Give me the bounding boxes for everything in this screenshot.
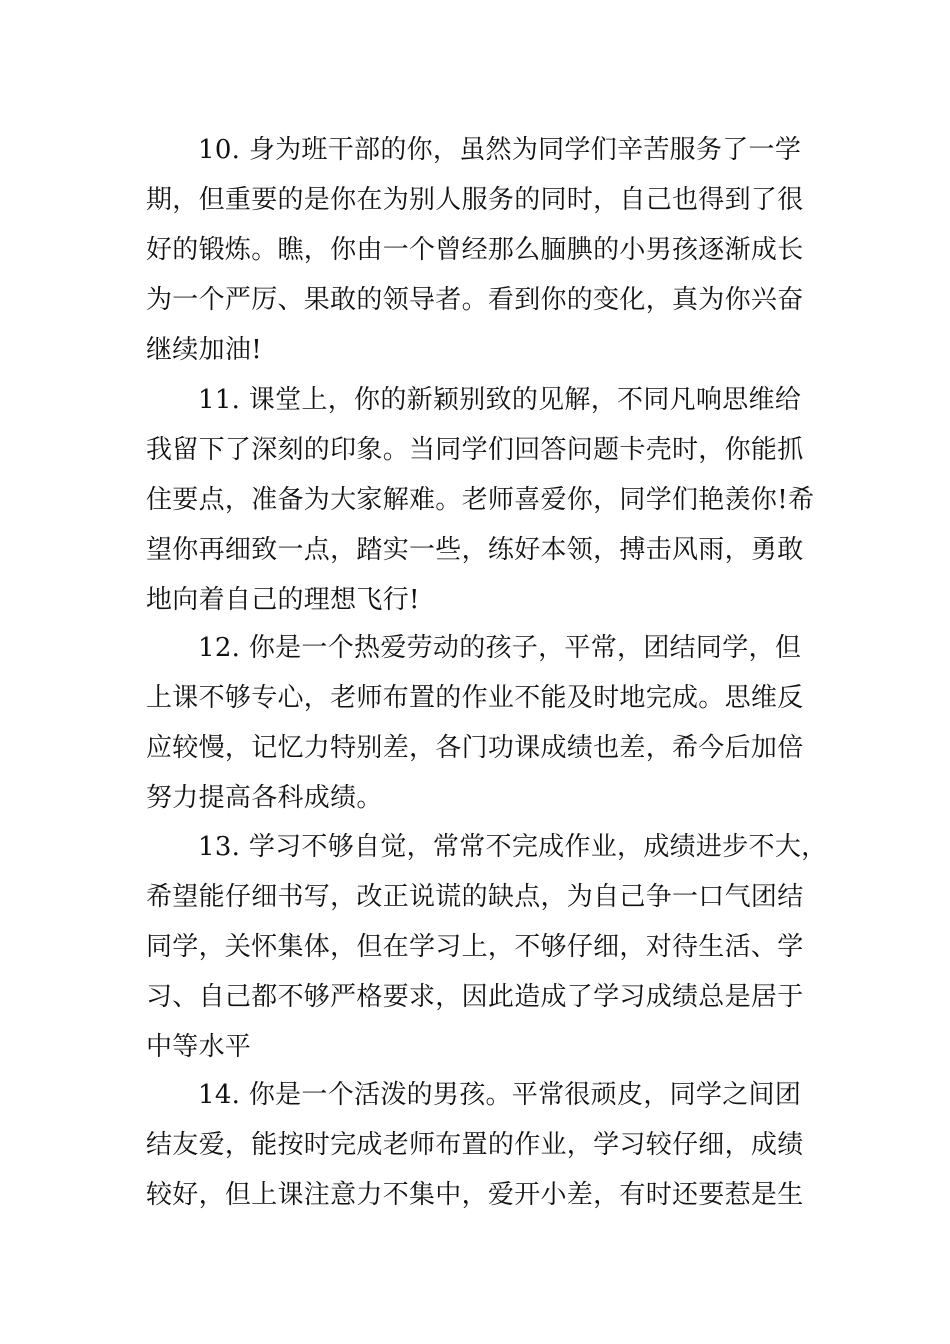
- text-line: 上课不够专心，老师布置的作业不能及时地完成。思维反: [146, 683, 804, 713]
- text-line: 我留下了深刻的印象。当同学们回答问题卡壳时，你能抓: [146, 435, 804, 465]
- text-line: 14. 你是一个活泼的男孩。平常很顽皮，同学之间团: [198, 1080, 802, 1110]
- text-line: 12. 你是一个热爱劳动的孩子，平常，团结同学，但: [198, 633, 802, 663]
- text-line: 好的锻炼。瞧，你由一个曾经那么腼腆的小男孩逐渐成长: [146, 235, 804, 265]
- text-line: 为一个严厉、果敢的领导者。看到你的变化，真为你兴奋: [146, 285, 804, 315]
- text-line: 地向着自己的理想飞行!: [146, 585, 420, 615]
- text-line: 中等水平: [146, 1032, 252, 1062]
- text-line: 望你再细致一点，踏实一些，练好本领，搏击风雨，勇敢: [146, 535, 804, 565]
- text-line: 应较慢，记忆力特别差，各门功课成绩也差，希今后加倍: [146, 733, 804, 763]
- text-line: 期，但重要的是你在为别人服务的同时，自己也得到了很: [146, 185, 804, 215]
- text-line: 努力提高各科成绩。: [146, 783, 383, 813]
- text-line: 住要点，准备为大家解难。老师喜爱你，同学们艳羡你!希: [146, 485, 815, 515]
- text-line: 继续加油!: [146, 335, 262, 365]
- text-line: 较好，但上课注意力不集中，爱开小差，有时还要惹是生: [146, 1180, 804, 1210]
- text-line: 11. 课堂上，你的新颖别致的见解，不同凡响思维给: [198, 385, 802, 415]
- text-line: 习、自己都不够严格要求，因此造成了学习成绩总是居于: [146, 982, 804, 1012]
- text-line: 10. 身为班干部的你，虽然为同学们辛苦服务了一学: [198, 135, 802, 165]
- text-line: 13. 学习不够自觉，常常不完成作业，成绩进步不大，: [198, 832, 828, 862]
- text-line: 结友爱，能按时完成老师布置的作业，学习较仔细，成绩: [146, 1130, 804, 1160]
- text-line: 同学，关怀集体，但在学习上，不够仔细，对待生活、学: [146, 932, 804, 962]
- text-line: 希望能仔细书写，改正说谎的缺点，为自己争一口气团结: [146, 882, 804, 912]
